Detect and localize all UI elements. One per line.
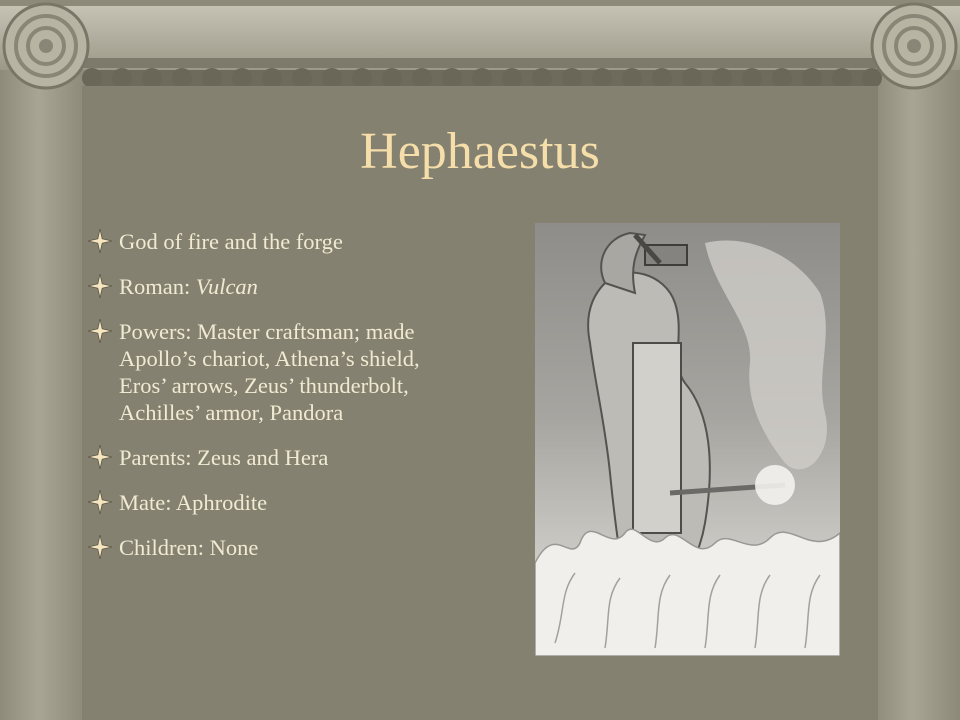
spark-burst [755, 465, 795, 505]
bullet-item [88, 318, 468, 426]
apron [633, 343, 681, 533]
flames [535, 529, 840, 656]
bullet-text: Powers: Master craftsman; made Apollo’s chariot, Athena’s shield, Eros’ arrows, Zeus’ thunderbolt, Achilles’ armor, Pandora [119, 319, 420, 425]
star-bullet-icon [88, 535, 112, 559]
bullet-item [88, 444, 468, 471]
slide-title: Hephaestus [360, 123, 600, 180]
bullet-text: Roman: [119, 274, 196, 299]
bullet-item [88, 228, 468, 255]
bullet-text: Children: None [119, 535, 259, 560]
star-bullet-icon [88, 274, 112, 298]
roman-name: Vulcan [195, 274, 258, 299]
bullet-item [88, 273, 468, 300]
left-pillar [0, 60, 88, 720]
star-bullet-icon [88, 445, 112, 469]
star-bullet-icon [88, 490, 112, 514]
bullet-text: God of fire and the forge [119, 229, 343, 254]
hephaestus-illustration [535, 223, 840, 656]
star-bullet-icon [88, 319, 112, 343]
right-pillar [872, 60, 960, 720]
bullet-item [88, 489, 468, 516]
star-bullet-icon [88, 229, 112, 253]
bullet-text: Mate: Aphrodite [119, 490, 268, 515]
bullet-list [88, 228, 468, 579]
volute-scroll-icon [4, 4, 88, 88]
bullet-item [88, 534, 468, 561]
dentil-row [82, 68, 882, 88]
bullet-text: Parents: Zeus and Hera [119, 445, 329, 470]
column-capital [0, 0, 960, 92]
volute-scroll-icon [872, 4, 956, 88]
